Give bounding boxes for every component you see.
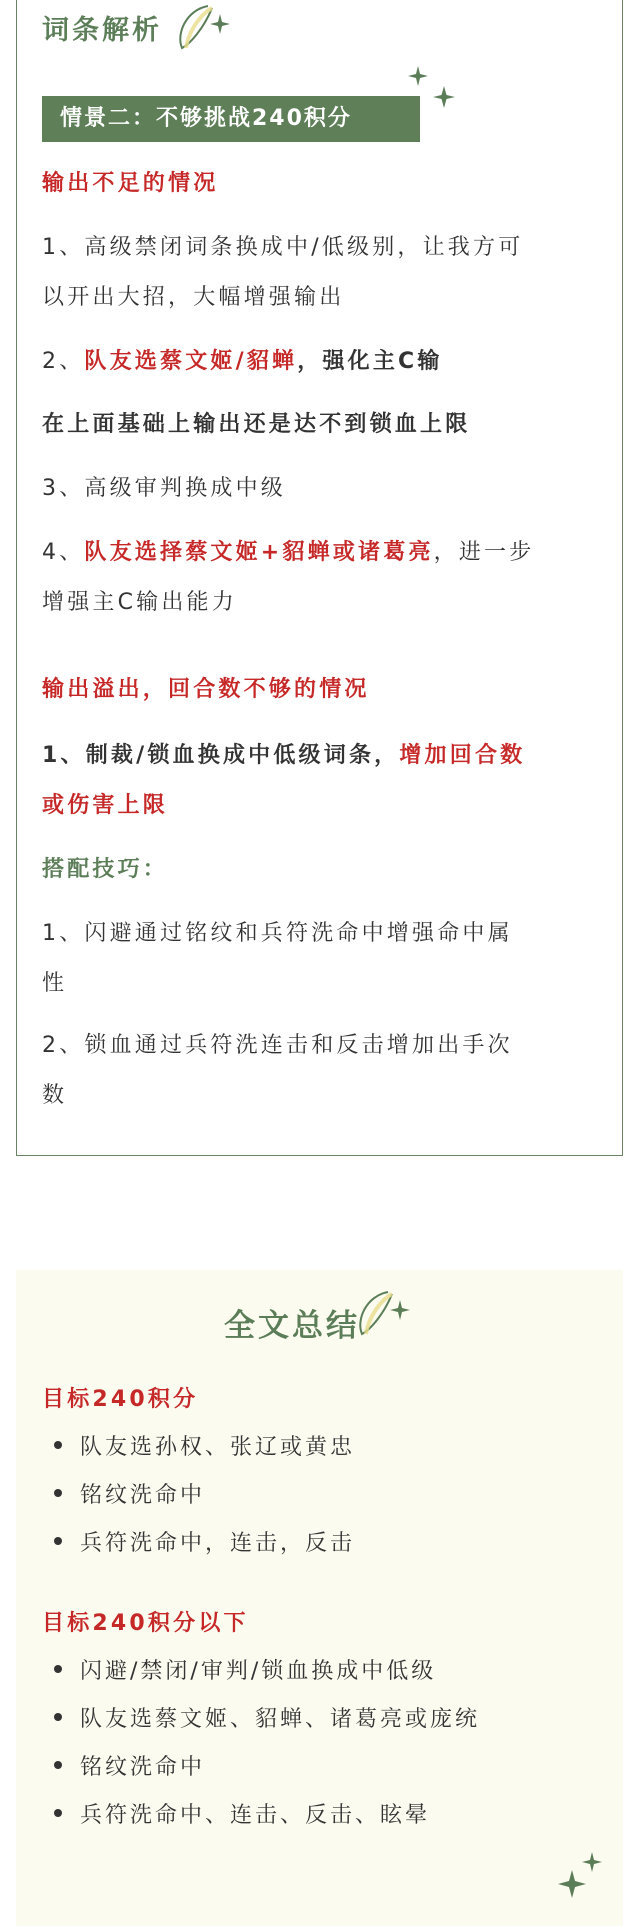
item-2-line-1 bbox=[42, 344, 443, 375]
summary-title: 全文总结 bbox=[224, 1308, 360, 1344]
item-1-line-2: 以开出大招，大幅增强输出 bbox=[42, 285, 345, 310]
scenario-banner: 情景二：不够挑战240积分 bbox=[42, 96, 420, 142]
insufficient-heading: 输出不足的情况 bbox=[42, 171, 219, 196]
swoosh-icon bbox=[168, 0, 238, 56]
item-2-prefix: 2、 bbox=[42, 349, 85, 374]
overflow-item-bold: 1、制裁/锁血换成中低级词条， bbox=[42, 743, 400, 768]
summary-group-1-item-1: 队友选孙权、张辽或黄忠 bbox=[80, 1435, 356, 1460]
tip-1-line-2: 性 bbox=[42, 971, 68, 996]
tips-heading: 搭配技巧： bbox=[42, 857, 169, 882]
bullet-dot bbox=[54, 1665, 62, 1673]
item-2-bold: ，强化主C输 bbox=[297, 349, 443, 374]
item-4-red: 队友选择蔡文姬+貂蝉或诸葛亮 bbox=[84, 540, 434, 565]
item-3: 3、高级审判换成中级 bbox=[42, 476, 286, 501]
summary-group-2-item-3: 铭纹洗命中 bbox=[80, 1755, 206, 1780]
bullet-dot bbox=[54, 1441, 62, 1449]
item-4-line-2: 增强主C输出能力 bbox=[42, 590, 237, 615]
bullet-dot bbox=[54, 1537, 62, 1545]
item-4-line-1 bbox=[42, 535, 534, 566]
summary-group-2-item-4: 兵符洗命中、连击、反击、眩晕 bbox=[80, 1803, 431, 1828]
tip-2-line-2: 数 bbox=[42, 1083, 68, 1108]
tip-2-line-1: 2、锁血通过兵符洗连击和反击增加出手次 bbox=[42, 1033, 513, 1058]
item-4-prefix: 4、 bbox=[42, 540, 85, 565]
item-2-line-2: 在上面基础上输出还是达不到锁血上限 bbox=[42, 412, 471, 437]
item-1-line-1: 1、高级禁闭词条换成中/低级别，让我方可 bbox=[42, 235, 524, 260]
summary-group-1-item-2: 铭纹洗命中 bbox=[80, 1483, 206, 1508]
bullet-dot bbox=[54, 1761, 62, 1769]
bullet-dot bbox=[54, 1809, 62, 1817]
overflow-item-line-1 bbox=[42, 738, 525, 769]
summary-group-1-item-3: 兵符洗命中，连击，反击 bbox=[80, 1531, 356, 1556]
item-4-tail: ，进一步 bbox=[433, 540, 535, 565]
overflow-heading: 输出溢出，回合数不够的情况 bbox=[42, 677, 370, 702]
swoosh-icon bbox=[348, 1286, 418, 1342]
summary-group-2-item-1: 闪避/禁闭/审判/锁血换成中低级 bbox=[80, 1659, 437, 1684]
overflow-item-red: 增加回合数 bbox=[399, 743, 526, 768]
section-title: 词条解析 bbox=[42, 15, 162, 46]
sparkle-icon bbox=[556, 1850, 606, 1904]
bullet-dot bbox=[54, 1713, 62, 1721]
tip-1-line-1: 1、闪避通过铭纹和兵符洗命中增强命中属 bbox=[42, 921, 513, 946]
item-2-red: 队友选蔡文姬/貂蝉 bbox=[84, 349, 298, 374]
summary-group-1-heading: 目标240积分 bbox=[42, 1387, 199, 1412]
bullet-dot bbox=[54, 1489, 62, 1497]
summary-group-2-heading: 目标240积分以下 bbox=[42, 1611, 249, 1636]
overflow-item-line-2: 或伤害上限 bbox=[42, 793, 169, 818]
summary-group-2-item-2: 队友选蔡文姬、貂蝉、诸葛亮或庞统 bbox=[80, 1707, 481, 1732]
